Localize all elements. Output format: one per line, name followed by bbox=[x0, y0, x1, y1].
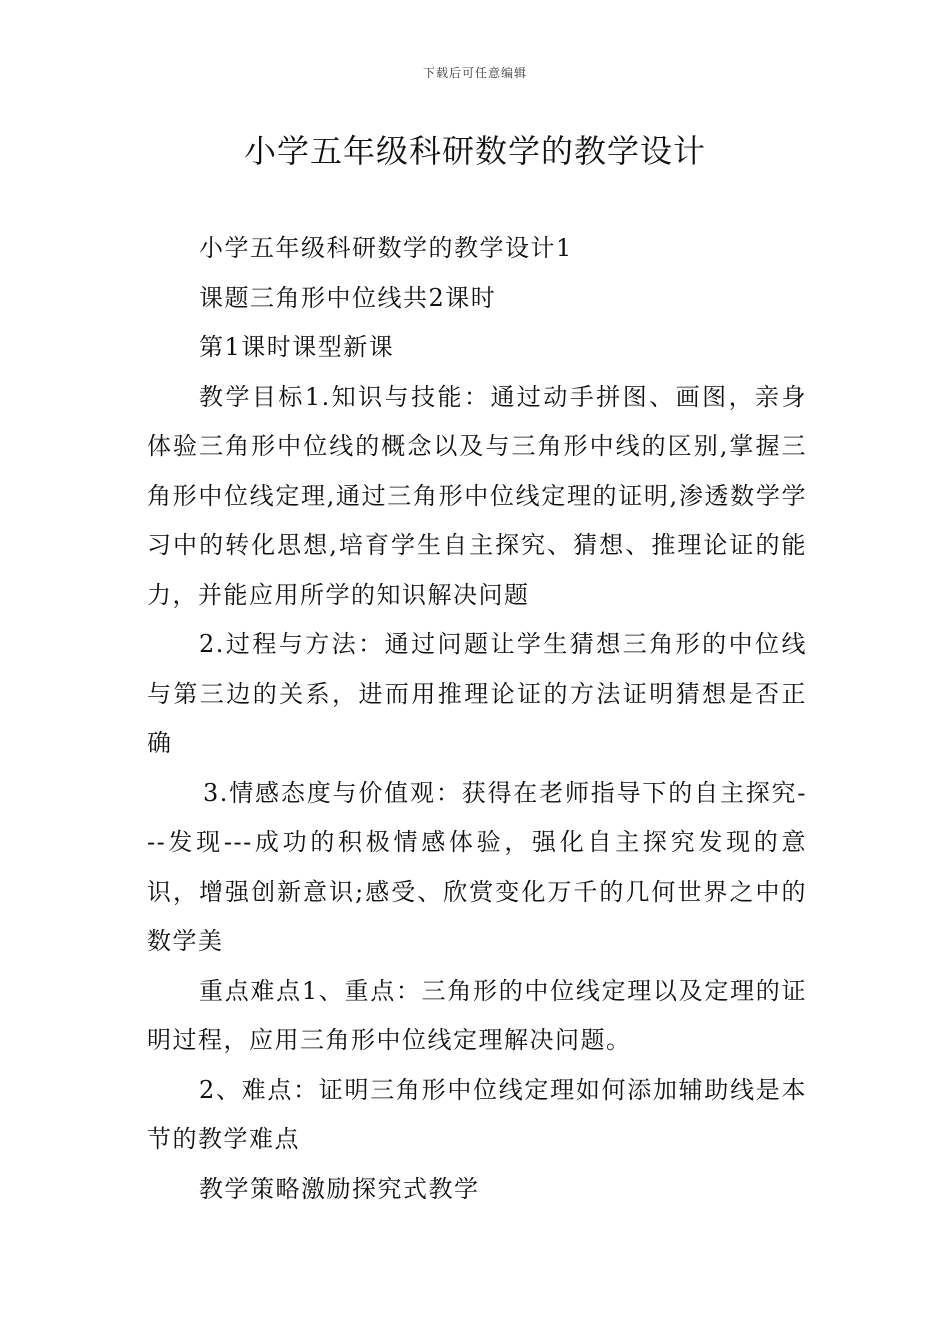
paragraph-goal-attitude: 3.情感态度与价值观：获得在老师指导下的自主探究---发现---成功的积极情感体验，强化自主探究发现的意识，增强创新意识;感受、欣赏变化万千的几何世界之中的数学美 bbox=[147, 778, 807, 955]
paragraph-topic: 课题三角形中位线共2课时 bbox=[199, 283, 497, 312]
paragraph-difficulty: 2、难点：证明三角形中位线定理如何添加辅助线是本节的教学难点 bbox=[147, 1075, 807, 1153]
paragraph-goal-process: 2.过程与方法：通过问题让学生猜想三角形的中位线与第三边的关系，进而用推理论证的方法证明猜想是否正确 bbox=[147, 630, 807, 757]
paragraph-goal-knowledge: 教学目标1.知识与技能：通过动手拼图、画图，亲身体验三角形中位线的概念以及与三角形中线的区别,掌握三角形中位线定理,通过三角形中位线定理的证明,渗透数学学习中的转化思想,培育学生自主探究、猜想、推理论证的能力，并能应用所学的知识解决问题 bbox=[147, 382, 807, 609]
document-title: 小学五年级科研数学的教学设计 bbox=[243, 132, 706, 170]
document-body bbox=[147, 224, 807, 1214]
paragraph-lesson-type: 第1课时课型新课 bbox=[199, 333, 395, 361]
paragraph-key-points: 重点难点1、重点：三角形的中位线定理以及定理的证明过程，应用三角形中位线定理解决问题。 bbox=[147, 976, 807, 1054]
paragraph-section-heading: 小学五年级科研数学的教学设计1 bbox=[199, 234, 573, 262]
header-note: 下载后可任意编辑 bbox=[422, 66, 527, 80]
paragraph-strategy: 教学策略激励探究式教学 bbox=[199, 1174, 480, 1203]
